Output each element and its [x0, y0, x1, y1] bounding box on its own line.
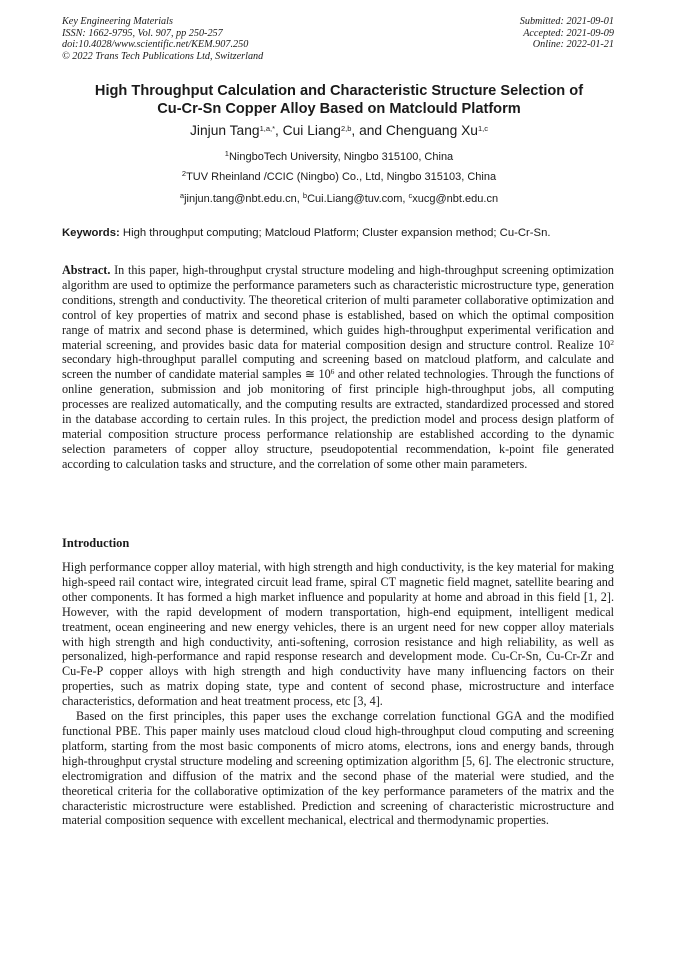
email-superscript: a [179, 190, 185, 200]
title-line-2: Cu-Cr-Sn Copper Alloy Based on Matclould Platform [157, 101, 521, 117]
author-name: Jinjun Tang [190, 123, 260, 138]
journal-doi[interactable]: doi:10.4028/www.scientific.net/KEM.907.250 [62, 39, 249, 51]
abstract-text-1: In this paper, high-throughput crystal structure modeling and high-throughput screening optimization algorithm are used to optimize the performance parameters such as characteristic microstructure type, generation conditions, strength and conductivity. The theoretical criterion of multi parameter collaborative optimization and control of key properties of matrix and second phase is established, based on which the optimal composition range of matrix and second phase is determined, which guides high-throughput experimental verification and material screening, and provides basic data for material composition design and structure control. Realize 10 [62, 263, 614, 352]
introduction-paragraph-1: High performance copper alloy material, with high strength and high conductivity, is the key material for making high-speed rail contact wire, integrated circuit lead frame, spiral CT magnetic field magnet, satellite bearing and other components. It has formed a high market influence and popularity at home and abroad in this field [1, 2]. However, with the rapid development of modern transportation, high-end equipment, intelligent medical treatment, ocean engineering and new energy vehicles, there is an urgent need for new copper alloy materials with high strength and high conductivity, anti-softening, corrosion resistance and high reliability, as well as personalized, high-performance and rapid response research and development mode. Cu-Cr-Sn, Cu-Cr-Zr and Cu-Fe-P copper alloys with high strength and high conductivity have many influencing factors on their properties, such as matrix doping state, type and content of second phase, microstructure and interface characteristics, deformation and heat treatment process, etc [3, 4]. [62, 560, 614, 709]
author-name: , Cui Liang [275, 123, 341, 138]
affiliation-text: TUV Rheinland /CCIC (Ningbo) Co., Ltd, Ningbo 315103, China [186, 171, 497, 183]
affiliation-superscript: 2 [181, 168, 187, 178]
email-list [40, 192, 638, 206]
abstract-superscript-1: 2 [610, 337, 614, 347]
journal-issn: ISSN: 1662-9795, Vol. 907, pp 250-257 [62, 27, 223, 39]
author-superscript: 2,b [340, 123, 352, 133]
introduction-heading: Introduction [62, 536, 130, 550]
journal-header-right [520, 16, 614, 51]
abstract-paragraph [62, 263, 614, 472]
keywords [62, 226, 618, 241]
author-list [40, 122, 638, 140]
journal-name: Key Engineering Materials [62, 16, 173, 27]
author-superscript: 1,a,* [259, 123, 275, 133]
author-superscript: 1,c [477, 123, 488, 133]
accepted-date: Accepted: 2021-09-09 [523, 27, 614, 39]
introduction-paragraph-2: Based on the first principles, this paper uses the exchange correlation functional GGA and the modified functional PBE. This paper mainly uses matcloud cloud cloud high-throughput cloud computing and screening platform, starting from the most basic components of micro atoms, electrons, ions and energy bands, through high-throughput crystal structure modeling and screening optimization algorithm [5, 6]. The electronic structure, electromigration and diffusion of the matrix and the second phase of the material were studied, and the theoretical criteria for the collaborative optimization of the key performance parameters of the matrix and the characteristic microstructure were established. Prediction and screening of characteristic microstructure and material composition sequence with excellent mechanical, electrical and thermodynamic properties. [62, 709, 614, 828]
abstract [62, 263, 614, 472]
submitted-date: Submitted: 2021-09-01 [519, 16, 614, 27]
email-superscript: c [408, 190, 413, 200]
abstract-text-3: and other related technologies. Through the functions of online generation, submission and job monitoring of first principle high-throughput jobs, all computing processes are realized automatically, and the computing results are extracted, standardized processed and stored in the database according to certain rules. In this project, the prediction model and process design platform of material composition structure process performance relationship are established according to the dynamic selection parameters of copper alloy structure, pseudopotential recommendation, k-point file generated according to calculation tasks and structure, and the correlation of some other main parameters. [62, 367, 614, 471]
journal-copyright: © 2022 Trans Tech Publications Ltd, Switzerland [62, 50, 264, 62]
affiliation-1 [40, 150, 638, 164]
email-link[interactable]: jinjun.tang@nbt.edu.cn, [184, 193, 303, 205]
journal-header-left [62, 16, 263, 62]
online-date: Online: 2022-01-21 [532, 39, 614, 51]
affiliation-text: NingboTech University, Ningbo 315100, China [228, 151, 454, 163]
affiliation-2 [40, 170, 638, 184]
author-name: , and Chenguang Xu [351, 123, 478, 138]
keywords-text: High throughput computing; Matcloud Platform; Cluster expansion method; Cu-Cr-Sn. [119, 227, 551, 239]
paper-title [40, 82, 638, 118]
email-superscript: b [302, 190, 308, 200]
abstract-text-2: secondary high-throughput parallel computing and screening based on matcloud platform, and calculate and screen the number of candidate material samples ≅ 10 [62, 352, 614, 382]
introduction-body [62, 560, 614, 828]
abstract-label: Abstract. [62, 263, 111, 277]
keywords-label: Keywords: [62, 227, 120, 239]
abstract-superscript-2: 6 [330, 367, 335, 377]
email-link[interactable]: xucg@nbt.edu.cn [412, 193, 499, 205]
affiliation-superscript: 1 [224, 148, 229, 158]
title-line-1: High Throughput Calculation and Characteristic Structure Selection of [94, 83, 584, 99]
email-link[interactable]: Cui.Liang@tuv.com, [307, 193, 409, 205]
